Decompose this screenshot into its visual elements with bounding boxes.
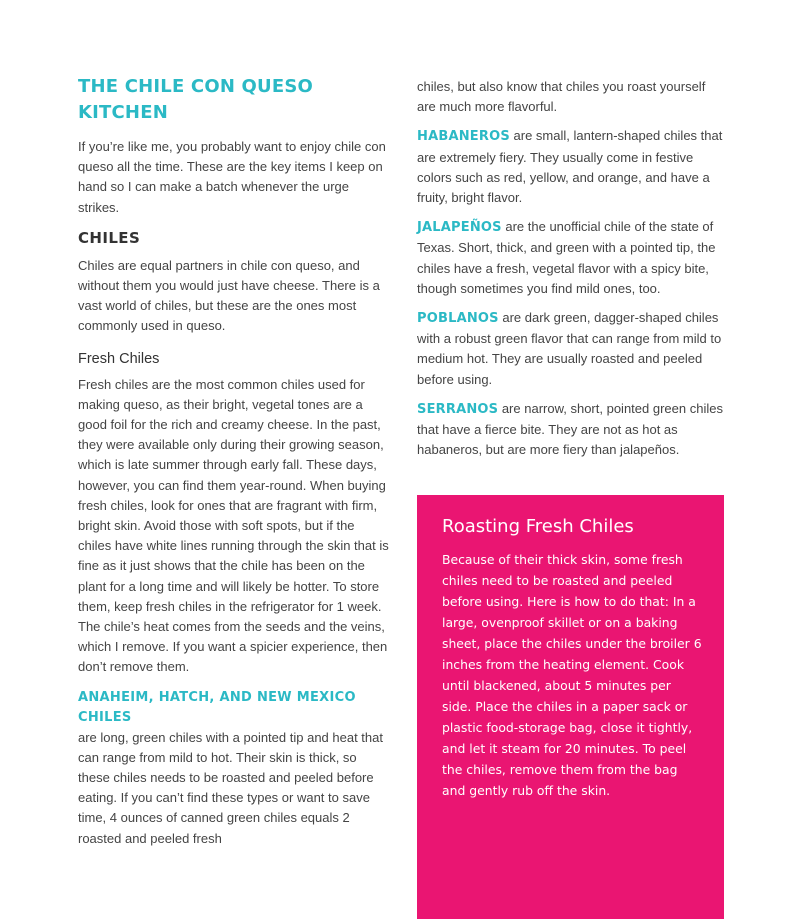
sidebar-title: Roasting Fresh Chiles: [442, 516, 634, 537]
poblanos-name: POBLANOS: [417, 311, 499, 327]
left-column: [78, 74, 390, 849]
sidebar-paragraph: Because of their thick skin, some fresh chiles need to be roasted and peeled before using. Here is how to do that: In a large, ovenproof skillet or on a baking sheet, place the chiles under the broiler 6 inches from the heating element. Cook until blackened, about 5 minutes per side. Place the chiles in a paper sack or plastic food-storage bag, close it tightly, and let it steam for 20 minutes. To peel the chiles, remove them from the bag and gently rub off the skin.: [442, 552, 702, 798]
fresh-chiles-heading: Fresh Chiles: [78, 350, 160, 367]
poblanos-text: are dark green, dagger-shaped chiles with a robust green flavor that can range from mild to medium hot. They are usually roasted and peeled before using.: [417, 310, 722, 387]
chiles-heading: CHILES: [78, 228, 141, 247]
anaheim-paragraph: are long, green chiles with a pointed tip and heat that can range from mild to hot. Their skin is thick, so these chiles needs to be roasted and peeled before eating. If you can’t find these types or want to save time, 4 ounces of canned green chiles equals 2 roasted and peeled fresh: [78, 729, 383, 846]
continued-paragraph: chiles, but also know that chiles you roast yourself are much more flavorful.: [417, 79, 706, 115]
jalapenos-text: are the unofficial chile of the state of Texas. Short, thick, and green with a pointed tip, the chiles have a fresh, vegetal flavor with a spicy bite, though sometimes you find mild ones, too.: [417, 219, 716, 296]
habaneros-text: are small, lantern-shaped chiles that are extremely fiery. They usually come in festive colors such as red, yellow, and orange, and have a fruity, bright flavor.: [417, 128, 723, 206]
chiles-paragraph: Chiles are equal partners in chile con queso, and without them you would just have cheese. There is a vast world of chiles, but these are the ones most commonly used in queso.: [78, 257, 380, 334]
intro-paragraph: If you’re like me, you probably want to enjoy chile con queso all the time. These are the key items I keep on hand so I can make a batch whenever the urge strikes.: [78, 139, 386, 215]
fresh-chiles-paragraph: Fresh chiles are the most common chiles used for making queso, as their bright, vegetal tones are a good foil for the rich and creamy cheese. In the past, they were available only during their growing season, which is late summer through early fall. These days, however, you can find them year-round. When buying fresh chiles, look for ones that are fragrant with firm, bright skin. Avoid those with soft spots, but if the chiles have white lines running through the skin that is fine as it just shows that the chile has been on the plant for a long time and will likely be hotter. To store them, keep fresh chiles in the refrigerator for 1 week. The chile’s heat comes from the seeds and the veins, which I remove. If you want a spicier experience, then don’t remove them.: [78, 376, 389, 675]
habaneros-entry: [417, 126, 727, 208]
roasting-sidebar: [417, 495, 724, 919]
anaheim-heading: ANAHEIM, HATCH, AND NEW MEXICO CHILES: [78, 689, 356, 725]
poblanos-entry: [417, 308, 727, 390]
serranos-entry: [417, 399, 727, 461]
jalapenos-name: JALAPEÑOS: [417, 220, 502, 236]
jalapenos-entry: [417, 217, 727, 299]
habaneros-name: HABANEROS: [417, 129, 510, 145]
page-title: THE CHILE CON QUESO KITCHEN: [78, 76, 314, 123]
serranos-name: SERRANOS: [417, 401, 499, 417]
serranos-text: are narrow, short, pointed green chiles that have a fierce bite. They are not as hot as habaneros, but are more fiery than jalapeños.: [417, 400, 723, 458]
right-column: [417, 77, 727, 469]
